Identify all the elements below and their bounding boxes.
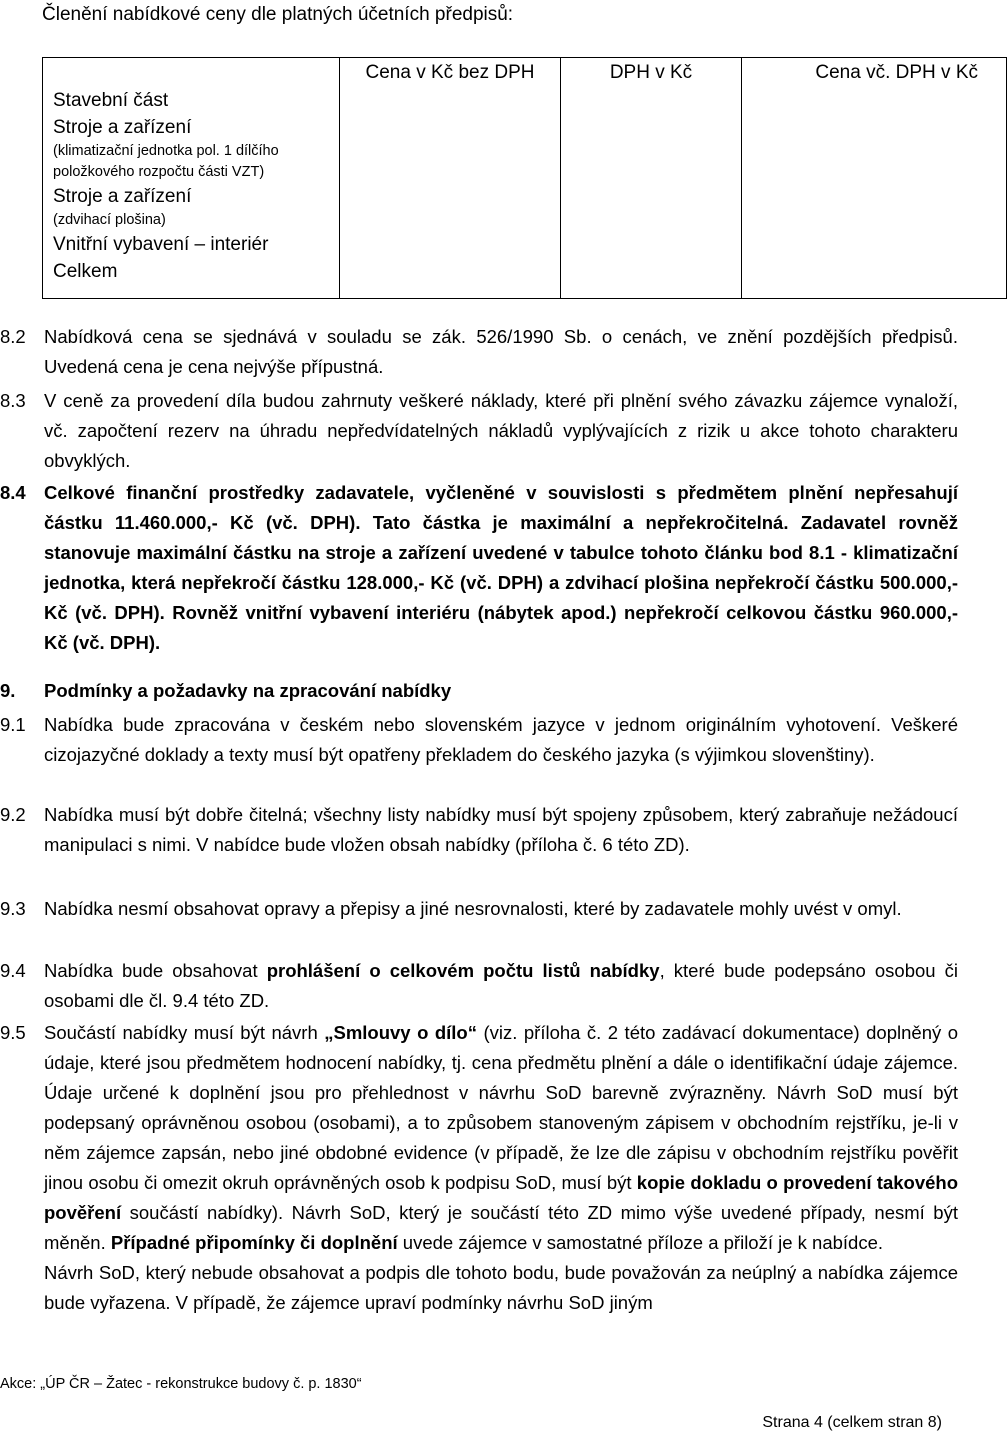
section-9-1 bbox=[0, 710, 958, 770]
section-text: V ceně za provedení díla budou zahrnuty veškeré náklady, které při plnění svého závazku zájemce vynaloží, vč. započtení rezerv na úhradu nepředvídatelných nákladů vyplývajících z rizik u akce tohoto charakteru obvyklých. bbox=[44, 390, 958, 471]
section-text: Nabídka musí být dobře čitelná; všechny listy nabídky musí být spojeny způsobem, který zabraňuje nežádoucí manipulaci s nimi. V nabídce bude vložen obsah nabídky (příloha č. 6 této ZD). bbox=[44, 804, 958, 855]
row-labels-cell bbox=[43, 58, 340, 299]
page-heading: Členění nabídkové ceny dle platných účetních předpisů: bbox=[42, 4, 514, 25]
section-9-4 bbox=[0, 956, 958, 1016]
section-number: 8.2 bbox=[0, 326, 26, 347]
bold-text-run: „Smlouvy o dílo“ bbox=[324, 1022, 477, 1043]
section-8-2 bbox=[0, 322, 958, 382]
section-text: Nabídková cena se sjednává v souladu se zák. 526/1990 Sb. o cenách, ve znění pozdějších předpisů. Uvedená cena je cena nejvýše přípustná. bbox=[44, 326, 958, 377]
column-header-dph: DPH v Kč bbox=[561, 58, 742, 299]
section-9-3 bbox=[0, 894, 958, 924]
text-run: součástí nabídky). Návrh SoD, který je součástí této ZD mimo výše uvedené případy, nesmí být měněn. bbox=[44, 1202, 958, 1253]
section-text: Celkové finanční prostředky zadavatele, vyčleněné v souvislosti s předmětem plnění nepřesahují částku 11.460.000,- Kč (vč. DPH). Tato částka je maximální a nepřekročitelná. Zadavatel rovněž stanovuje maximální částku na stroje a zařízení uvedené v tabulce tohoto článku bod 8.1 - klimatizační jednotka, která nepřekročí částku 128.000,- Kč (vč. DPH) a zdvihací plošina nepřekročí částku 500.000,- Kč (vč. DPH). Rovněž vnitřní vybavení interiéru (nábytek apod.) nepřekročí celkovou částku 960.000,- Kč (vč. DPH). bbox=[44, 482, 958, 653]
section-number: 9.2 bbox=[0, 804, 26, 825]
column-header-vc-dph: Cena vč. DPH v Kč bbox=[742, 58, 1007, 299]
bold-text-run: prohlášení o celkovém počtu listů nabídky bbox=[266, 960, 660, 981]
row-label-stavebni: Stavební část bbox=[53, 90, 169, 111]
price-breakdown-table bbox=[42, 57, 1007, 299]
section-number: 8.3 bbox=[0, 390, 26, 411]
section-text bbox=[44, 956, 958, 1016]
section-number: 9.4 bbox=[0, 960, 26, 981]
footer-page-number: Strana 4 (celkem stran 8) bbox=[762, 1414, 942, 1431]
text-run: Součástí nabídky musí být návrh bbox=[44, 1022, 325, 1043]
row-note-plosina: (zdvihací plošina) bbox=[53, 212, 166, 228]
section-number: 9.5 bbox=[0, 1022, 26, 1043]
bold-text-run: kopie dokladu o provedení takového pověření bbox=[44, 1172, 958, 1223]
section-number: 9.3 bbox=[0, 898, 26, 919]
row-label-stroje-1: Stroje a zařízení bbox=[53, 117, 192, 138]
row-label-celkem: Celkem bbox=[53, 261, 118, 282]
section-number: 9. bbox=[0, 680, 16, 701]
bold-text-run: Případné připomínky či doplnění bbox=[110, 1232, 398, 1253]
section-text: Nabídka bude zpracována v českém nebo slovenském jazyce v jednom originálním vyhotovení. Veškeré cizojazyčné doklady a texty musí být opatřeny překladem do českého jazyka (s výjimkou slovenštiny). bbox=[44, 714, 958, 765]
row-label-stroje-2: Stroje a zařízení bbox=[53, 186, 192, 207]
text-run: uvede zájemce v samostatné příloze a přiloží je k nabídce. bbox=[397, 1232, 884, 1253]
section-number: 8.4 bbox=[0, 482, 26, 503]
section-title: Podmínky a požadavky na zpracování nabídky bbox=[44, 680, 452, 701]
section-9-heading bbox=[0, 676, 958, 706]
section-9-5 bbox=[0, 1018, 958, 1318]
section-9-2 bbox=[0, 800, 958, 860]
section-text-continued: Návrh SoD, který nebude obsahovat a podpis dle tohoto bodu, bude považován za neúplný a nabídka zájemce bude vyřazena. V případě, že zájemce upraví podmínky návrhu SoD jiným bbox=[44, 1262, 958, 1313]
column-header-bez-dph: Cena v Kč bez DPH bbox=[340, 58, 561, 299]
section-text: Nabídka nesmí obsahovat opravy a přepisy a jiné nesrovnalosti, které by zadavatele mohly uvést v omyl. bbox=[44, 898, 902, 919]
section-8-4 bbox=[0, 478, 958, 658]
row-label-interier: Vnitřní vybavení – interiér bbox=[53, 234, 269, 255]
section-text bbox=[44, 1018, 958, 1258]
section-8-3 bbox=[0, 386, 958, 476]
text-run: (viz. příloha č. 2 této zadávací dokumentace) doplněný o údaje, které jsou předmětem hodnocení nabídky, tj. cena předmětu plnění a dále o identifikační údaje zájemce. Údaje určené k doplnění jsou pro přehlednost v návrhu SoD barevně zvýrazněny. Návrh SoD musí být podepsaný oprávněnou osobou (osobami), a to způsobem stanoveným zápisem v obchodním rejstříku, je-li v něm zájemce zapsán, nebo jiné obdobné evidence (v případě, že lze dle zápisu v obchodním rejstříku pověřit jinou osobu či omezit okruh oprávněných osob k podpisu SoD, musí být bbox=[44, 1022, 958, 1193]
text-run: , které bude podepsáno osobou či osobami dle čl. 9.4 této ZD. bbox=[44, 960, 958, 1011]
section-number: 9.1 bbox=[0, 714, 26, 735]
row-note-klimatizace: (klimatizační jednotka pol. 1 dílčího položkového rozpočtu části VZT) bbox=[53, 143, 279, 180]
footer-project: Akce: „ÚP ČR – Žatec - rekonstrukce budovy č. p. 1830“ bbox=[0, 1376, 362, 1392]
text-run: Nabídka bude obsahovat bbox=[44, 960, 267, 981]
